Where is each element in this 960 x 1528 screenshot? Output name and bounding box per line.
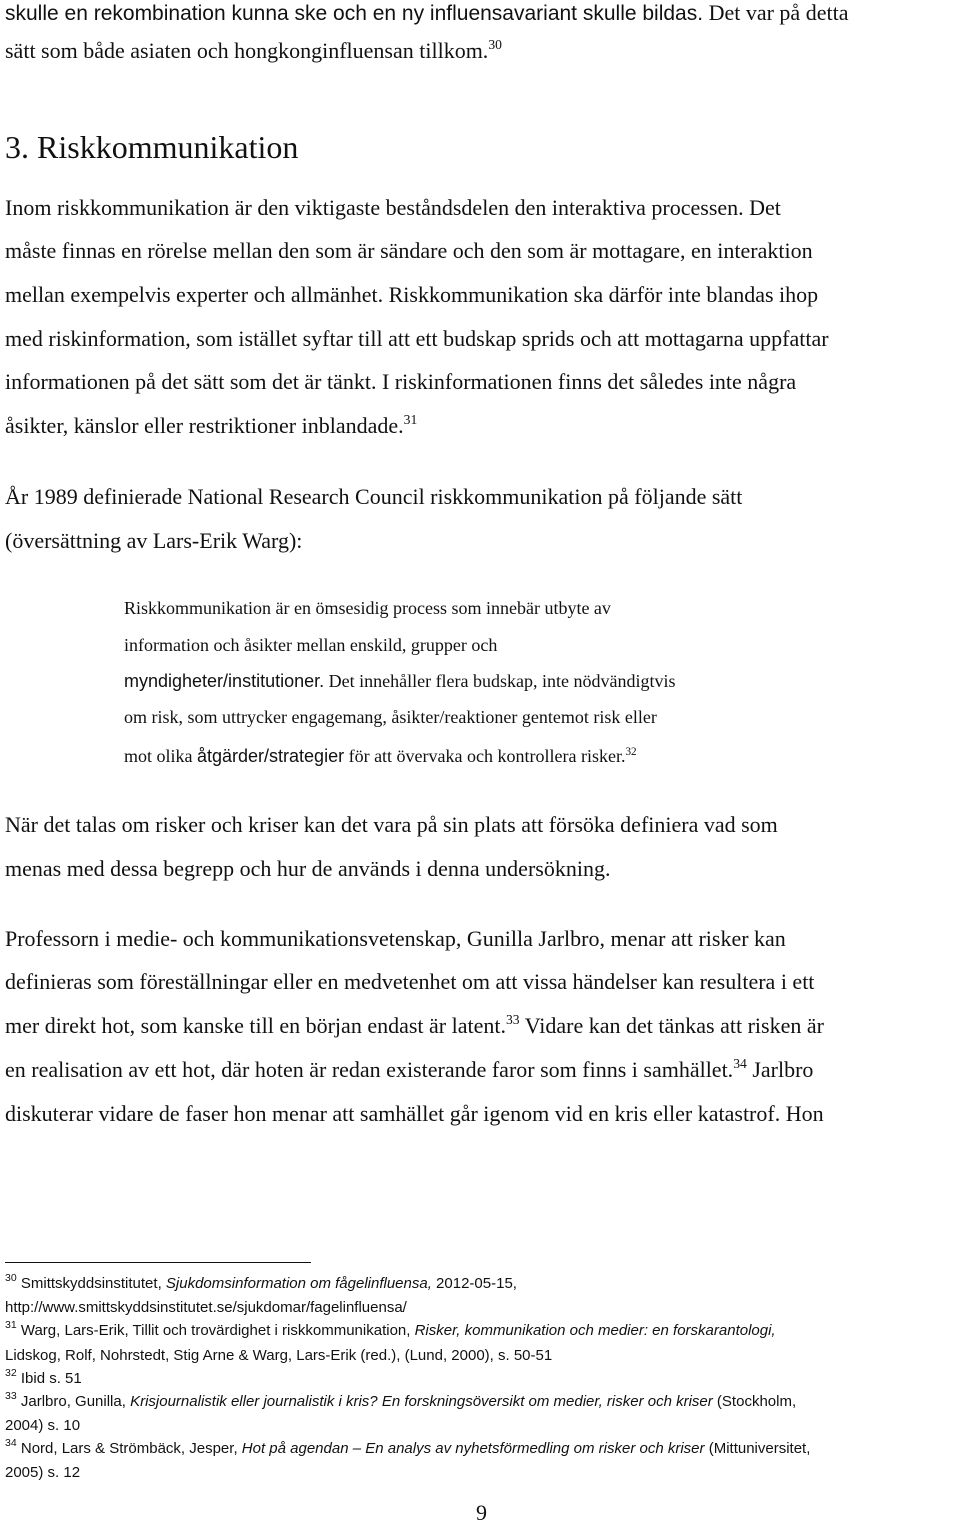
text-line: diskuterar vidare de faser hon menar att samhället går igenom vid en kris eller katastrof. Hon: [5, 1101, 824, 1126]
footnote: [5, 1439, 810, 1459]
footnote-ref: 30: [488, 37, 502, 53]
text-span: Jarlbro: [746, 1057, 814, 1082]
quote-line: [124, 745, 637, 767]
footnote: [5, 1321, 776, 1341]
text-line: [5, 38, 502, 64]
text-line: (översättning av Lars-Erik Warg):: [5, 528, 303, 553]
text-span: myndigheter/institutioner.: [124, 671, 325, 691]
quote-line: [124, 670, 676, 692]
text-span: (Stockholm,: [712, 1393, 797, 1410]
footnote: Lidskog, Rolf, Nohrstedt, Stig Arne & Warg, Lars-Erik (red.), (Lund, 2000), s. 50-51: [5, 1347, 553, 1364]
text-line: Inom riskkommunikation är den viktigaste beståndsdelen den interaktiva processen. Det: [5, 195, 781, 220]
footnote: 2004) s. 10: [5, 1417, 81, 1434]
text-line: mellan exempelvis experter och allmänhet. Riskkommunikation ska därför inte blandas ihop: [5, 282, 819, 307]
footnote-number: 32: [5, 1367, 17, 1380]
footnote-number: 34: [5, 1437, 17, 1450]
text-line: [5, 1057, 813, 1083]
text-line: [5, 1013, 824, 1039]
text-line: År 1989 definierade National Research Council riskkommunikation på följande sätt: [5, 484, 743, 509]
quote-line: Riskkommunikation är en ömsesidig process som innebär utbyte av: [124, 598, 611, 618]
text-span: mer direkt hot, som kanske till en början endast är latent.: [5, 1013, 506, 1038]
text-span: Sjukdomsinformation om fågelinfluensa,: [165, 1275, 432, 1292]
text-span: Ibid s. 51: [16, 1370, 82, 1387]
footnote-ref: 31: [403, 412, 418, 428]
text-line: [5, 413, 417, 439]
text-span: Hot på agendan – En analys av nyhetsförmedling om risker och kriser: [241, 1440, 705, 1457]
text-span: Det var på detta: [703, 0, 849, 25]
footnote-number: 33: [5, 1390, 17, 1403]
footnote: [5, 1392, 796, 1412]
text-line: med riskinformation, som istället syftar till att ett budskap sprids och att mottagarna uppfattar: [5, 326, 829, 351]
text-line: [5, 0, 848, 27]
text-span: Nord, Lars & Strömbäck, Jesper,: [16, 1440, 242, 1457]
text-span: Jarlbro, Gunilla,: [16, 1393, 131, 1410]
text-line: informationen på det sätt som det är tänkt. I riskinformationen finns det således inte några: [5, 369, 797, 394]
text-span: åtgärder/strategier: [197, 746, 345, 766]
footnote-link[interactable]: http://www.smittskyddsinstitutet.se/sjukdomar/fagelinfluensa/: [5, 1299, 407, 1316]
footnote: [5, 1274, 517, 1294]
footnote: [5, 1369, 82, 1389]
text-span: 2012-05-15,: [431, 1275, 517, 1292]
text-span: för att övervaka och kontrollera risker.: [344, 746, 626, 766]
text-line: När det talas om risker och kriser kan det vara på sin plats att försöka definiera vad som: [5, 812, 778, 837]
text-span: sätt som både asiaten och hongkonginfluensan tillkom.: [5, 38, 489, 63]
footnote-ref: 33: [505, 1012, 520, 1028]
page-number: 9: [476, 1500, 487, 1525]
text-line: måste finnas en rörelse mellan den som är sändare och den som är mottagare, en interaktion: [5, 238, 813, 263]
section-heading: 3. Riskkommunikation: [5, 129, 299, 165]
text-span: Krisjournalistik eller journalistik i kris? En forskningsöversikt om medier, risker och kriser: [130, 1393, 713, 1410]
quote-line: om risk, som uttrycker engagemang, åsikter/reaktioner gentemot risk eller: [124, 707, 657, 727]
quote-line: information och åsikter mellan enskild, grupper och: [124, 635, 498, 655]
text-span: åsikter, känslor eller restriktioner inblandade.: [5, 413, 404, 438]
footnote-separator: [5, 1262, 311, 1263]
text-span: Smittskyddsinstitutet,: [16, 1275, 166, 1292]
text-span: Warg, Lars-Erik, Tillit och trovärdighet i riskkommunikation,: [16, 1322, 415, 1339]
text-line: menas med dessa begrepp och hur de används i denna undersökning.: [5, 856, 611, 881]
text-span: Vidare kan det tänkas att risken är: [519, 1013, 824, 1038]
footnote-number: 31: [5, 1319, 17, 1332]
text-span: Risker, kommunikation och medier: en forskarantologi,: [414, 1322, 776, 1339]
text-span: mot olika: [124, 746, 197, 766]
text-span: skulle en rekombination kunna ske och en ny influensavariant skulle bildas.: [5, 2, 704, 25]
text-span: en realisation av ett hot, där hoten är redan existerande faror som finns i samhället.: [5, 1057, 734, 1082]
text-line: Professorn i medie- och kommunikationsvetenskap, Gunilla Jarlbro, menar att risker kan: [5, 926, 786, 951]
footnote-number: 30: [5, 1272, 17, 1285]
footnote: 2005) s. 12: [5, 1464, 81, 1481]
text-span: (Mittuniversitet,: [704, 1440, 811, 1457]
text-line: definieras som föreställningar eller en medvetenhet om att vissa händelser kan resultera i ett: [5, 969, 815, 994]
footnote-ref: 32: [625, 745, 637, 758]
text-span: Det innehåller flera budskap, inte nödvändigtvis: [324, 671, 676, 691]
footnote-ref: 34: [733, 1056, 747, 1072]
